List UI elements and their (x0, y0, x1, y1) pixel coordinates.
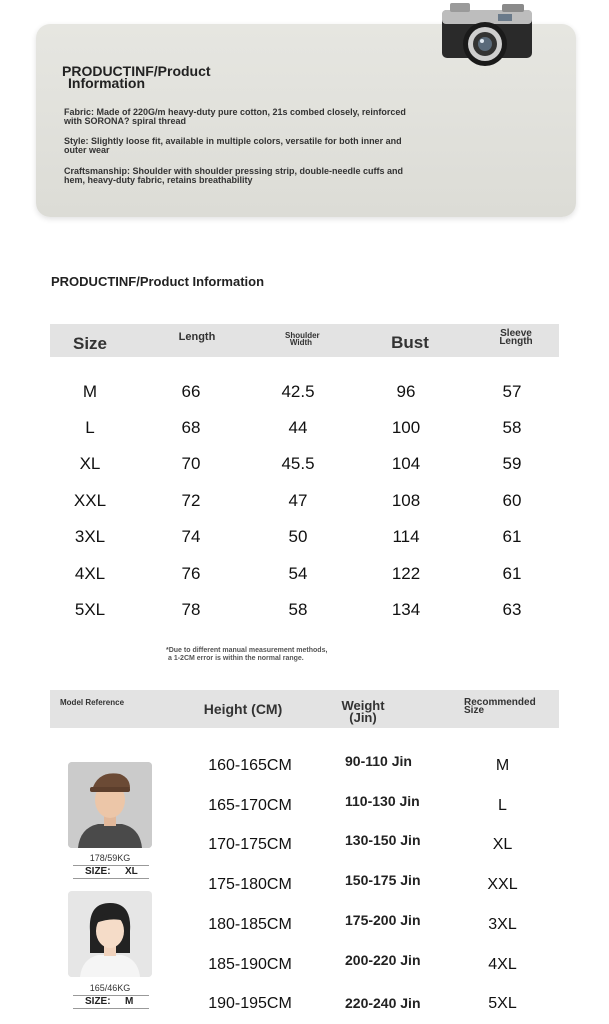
style-description: Style: Slightly loose fit, available in multiple colors, versatile for both inner and outer wear (64, 136, 402, 155)
table-row: M 66 42.5 96 57 (82, 382, 522, 401)
female-model-stats: 165/46KG (89, 983, 131, 993)
section-title: PRODUCTINF/Product Information (51, 274, 265, 289)
header-weight: Weight (Jin) (341, 698, 385, 725)
table-row: XL 70 45.5 104 59 (79, 454, 522, 473)
male-model-photo (68, 762, 152, 848)
female-model-photo (68, 891, 152, 977)
header-size: Size (72, 334, 108, 353)
table-row: 5XL 78 58 134 63 (74, 600, 522, 619)
male-model-stats: 178/59KG (89, 853, 131, 863)
table-row: 190-195CM 220-240 Jin 5XL (208, 995, 517, 1012)
product-info-title: PRODUCTINF/Product Information (62, 63, 211, 91)
table-row: 170-175CM 130-150 Jin XL (208, 832, 513, 853)
header-model-reference: Model Reference (60, 698, 125, 707)
measurement-note: *Due to different manual measurement methods, a 1-2CM error is within the normal range. (166, 647, 328, 662)
header-length: Length (178, 331, 216, 343)
table-row: 185-190CM 200-220 Jin 4XL (208, 952, 517, 973)
table-row: 4XL 76 54 122 61 (74, 564, 522, 583)
header-sleeve-length: Sleeve Length (499, 328, 533, 347)
male-model-size: SIZE: XL (73, 865, 149, 879)
craftsmanship-description: Craftsmanship: Shoulder with shoulder pressing strip, double-needle cuffs and hem, heavy-duty fabric, retains breathability (64, 166, 404, 185)
header-shoulder-width: Shoulder Width (285, 331, 320, 347)
model-table-header (50, 690, 559, 728)
table-row: 165-170CM 110-130 Jin L (208, 793, 507, 814)
table-row: 3XL 74 50 114 61 (74, 527, 522, 546)
table-row: 160-165CM 90-110 Jin M (208, 753, 510, 774)
female-model-size: SIZE: M (73, 995, 149, 1009)
size-table-header (50, 324, 559, 357)
header-bust: Bust (391, 333, 429, 352)
table-row: 175-180CM 150-175 Jin XXL (208, 872, 518, 893)
fabric-description: Fabric: Made of 220G/m heavy-duty pure cotton, 21s combed closely, reinforced with SORONA? spiral thread (64, 107, 406, 126)
header-height: Height (CM) (203, 701, 283, 717)
table-row: XXL 72 47 108 60 (73, 491, 522, 510)
table-row: 180-185CM 175-200 Jin 3XL (208, 912, 517, 933)
camera-icon (440, 0, 534, 72)
header-recommended-size: Recommended Size (464, 697, 536, 716)
table-row: L 68 44 100 58 (85, 418, 522, 437)
